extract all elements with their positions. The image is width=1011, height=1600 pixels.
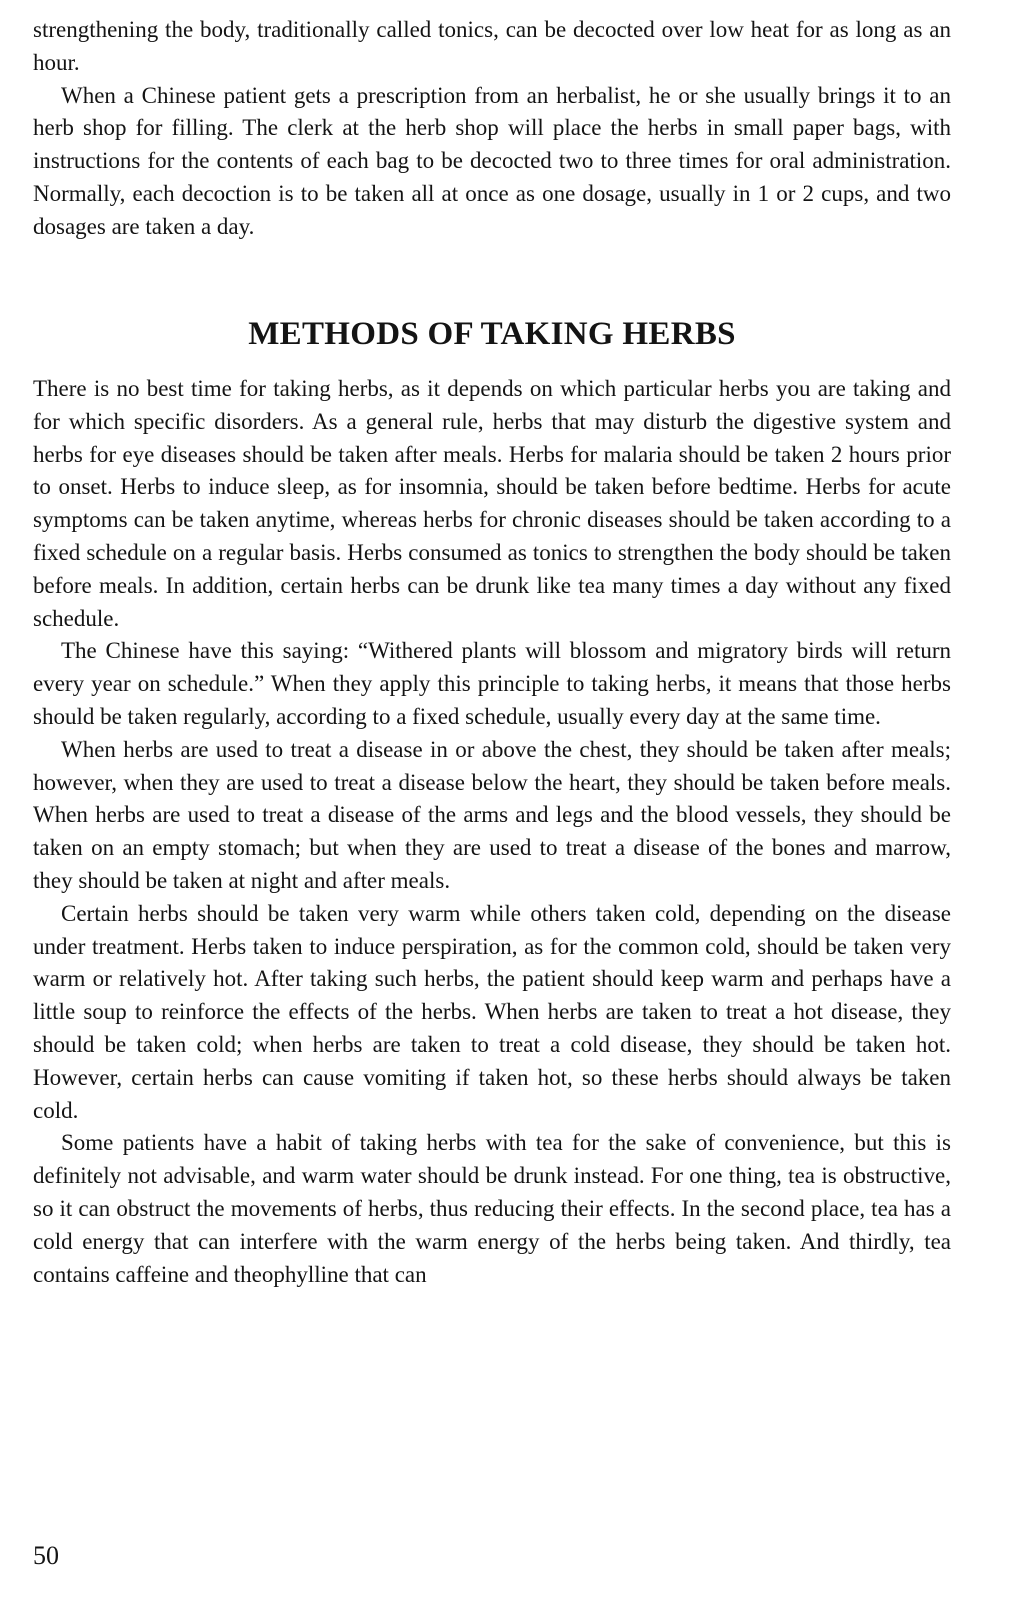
paragraph-prescription: When a Chinese patient gets a prescription from an herbalist, he or she usually brings it to an herb shop for filling. The clerk at the herb shop will place the herbs in small paper bags, with instructions for the contents of each bag to be decocted two to three times for oral administration. Normally, each decoction is to be taken all at once as one dosage, usually in 1 or 2 cups, and two dosages are taken a day. [33,82,951,239]
section-heading: METHODS OF TAKING HERBS [248,316,736,352]
paragraph-warm-cold: Certain herbs should be taken very warm while others taken cold, depending on the disease under treatment. Herbs taken to induce perspiration, as for the common cold, should be taken very warm or relatively hot. After taking such herbs, the patient should keep warm and perhaps have a little soup to reinforce the effects of the herbs. When herbs are taken to treat a hot disease, they should be taken cold; when herbs are taken to treat a cold disease, they should be taken hot. However, certain herbs can cause vomiting if taken hot, so these herbs should always be taken cold. [33,900,951,1123]
paragraph-continued: strengthening the body, traditionally called tonics, can be decocted over low heat for as long as an hour. [33,17,951,75]
paragraph-timing: There is no best time for taking herbs, as it depends on which particular herbs you are taking and for which specific disorders. As a general rule, herbs that may disturb the digestive system and herbs for eye diseases should be taken after meals. Herbs for malaria should be taken 2 hours prior to onset. Herbs to induce sleep, as for insomnia, should be taken before bedtime. Herbs for acute symptoms can be taken anytime, whereas herbs for chronic diseases should be taken according to a fixed schedule on a regular basis. Herbs consumed as tonics to strengthen the body should be taken before meals. In addition, certain herbs can be drunk like tea many times a day without any fixed schedule. [33,376,951,631]
intro-text-block [33,14,951,244]
page-number: 50 [33,1541,59,1570]
paragraph-chinese-saying: The Chinese have this saying: “Withered plants will blossom and migratory birds will return every year on schedule.” When they apply this principle to taking herbs, it means that those herbs should be taken regularly, according to a fixed schedule, usually every day at the same time. [33,638,951,729]
section-text-block [33,373,951,1291]
paragraph-tea: Some patients have a habit of taking herbs with tea for the sake of convenience, but this is definitely not advisable, and warm water should be drunk instead. For one thing, tea is obstructive, so it can obstruct the movements of herbs, thus reducing their effects. In the second place, tea has a cold energy that can interfere with the warm energy of the herbs being taken. And thirdly, tea contains caffeine and theophylline that can [33,1130,951,1287]
paragraph-chest-heart: When herbs are used to treat a disease in or above the chest, they should be taken after meals; however, when they are used to treat a disease below the heart, they should be taken before meals. When herbs are used to treat a disease of the arms and legs and the blood vessels, they should be taken on an empty stomach; but when they are used to treat a disease of the bones and marrow, they should be taken at night and after meals. [33,736,951,893]
